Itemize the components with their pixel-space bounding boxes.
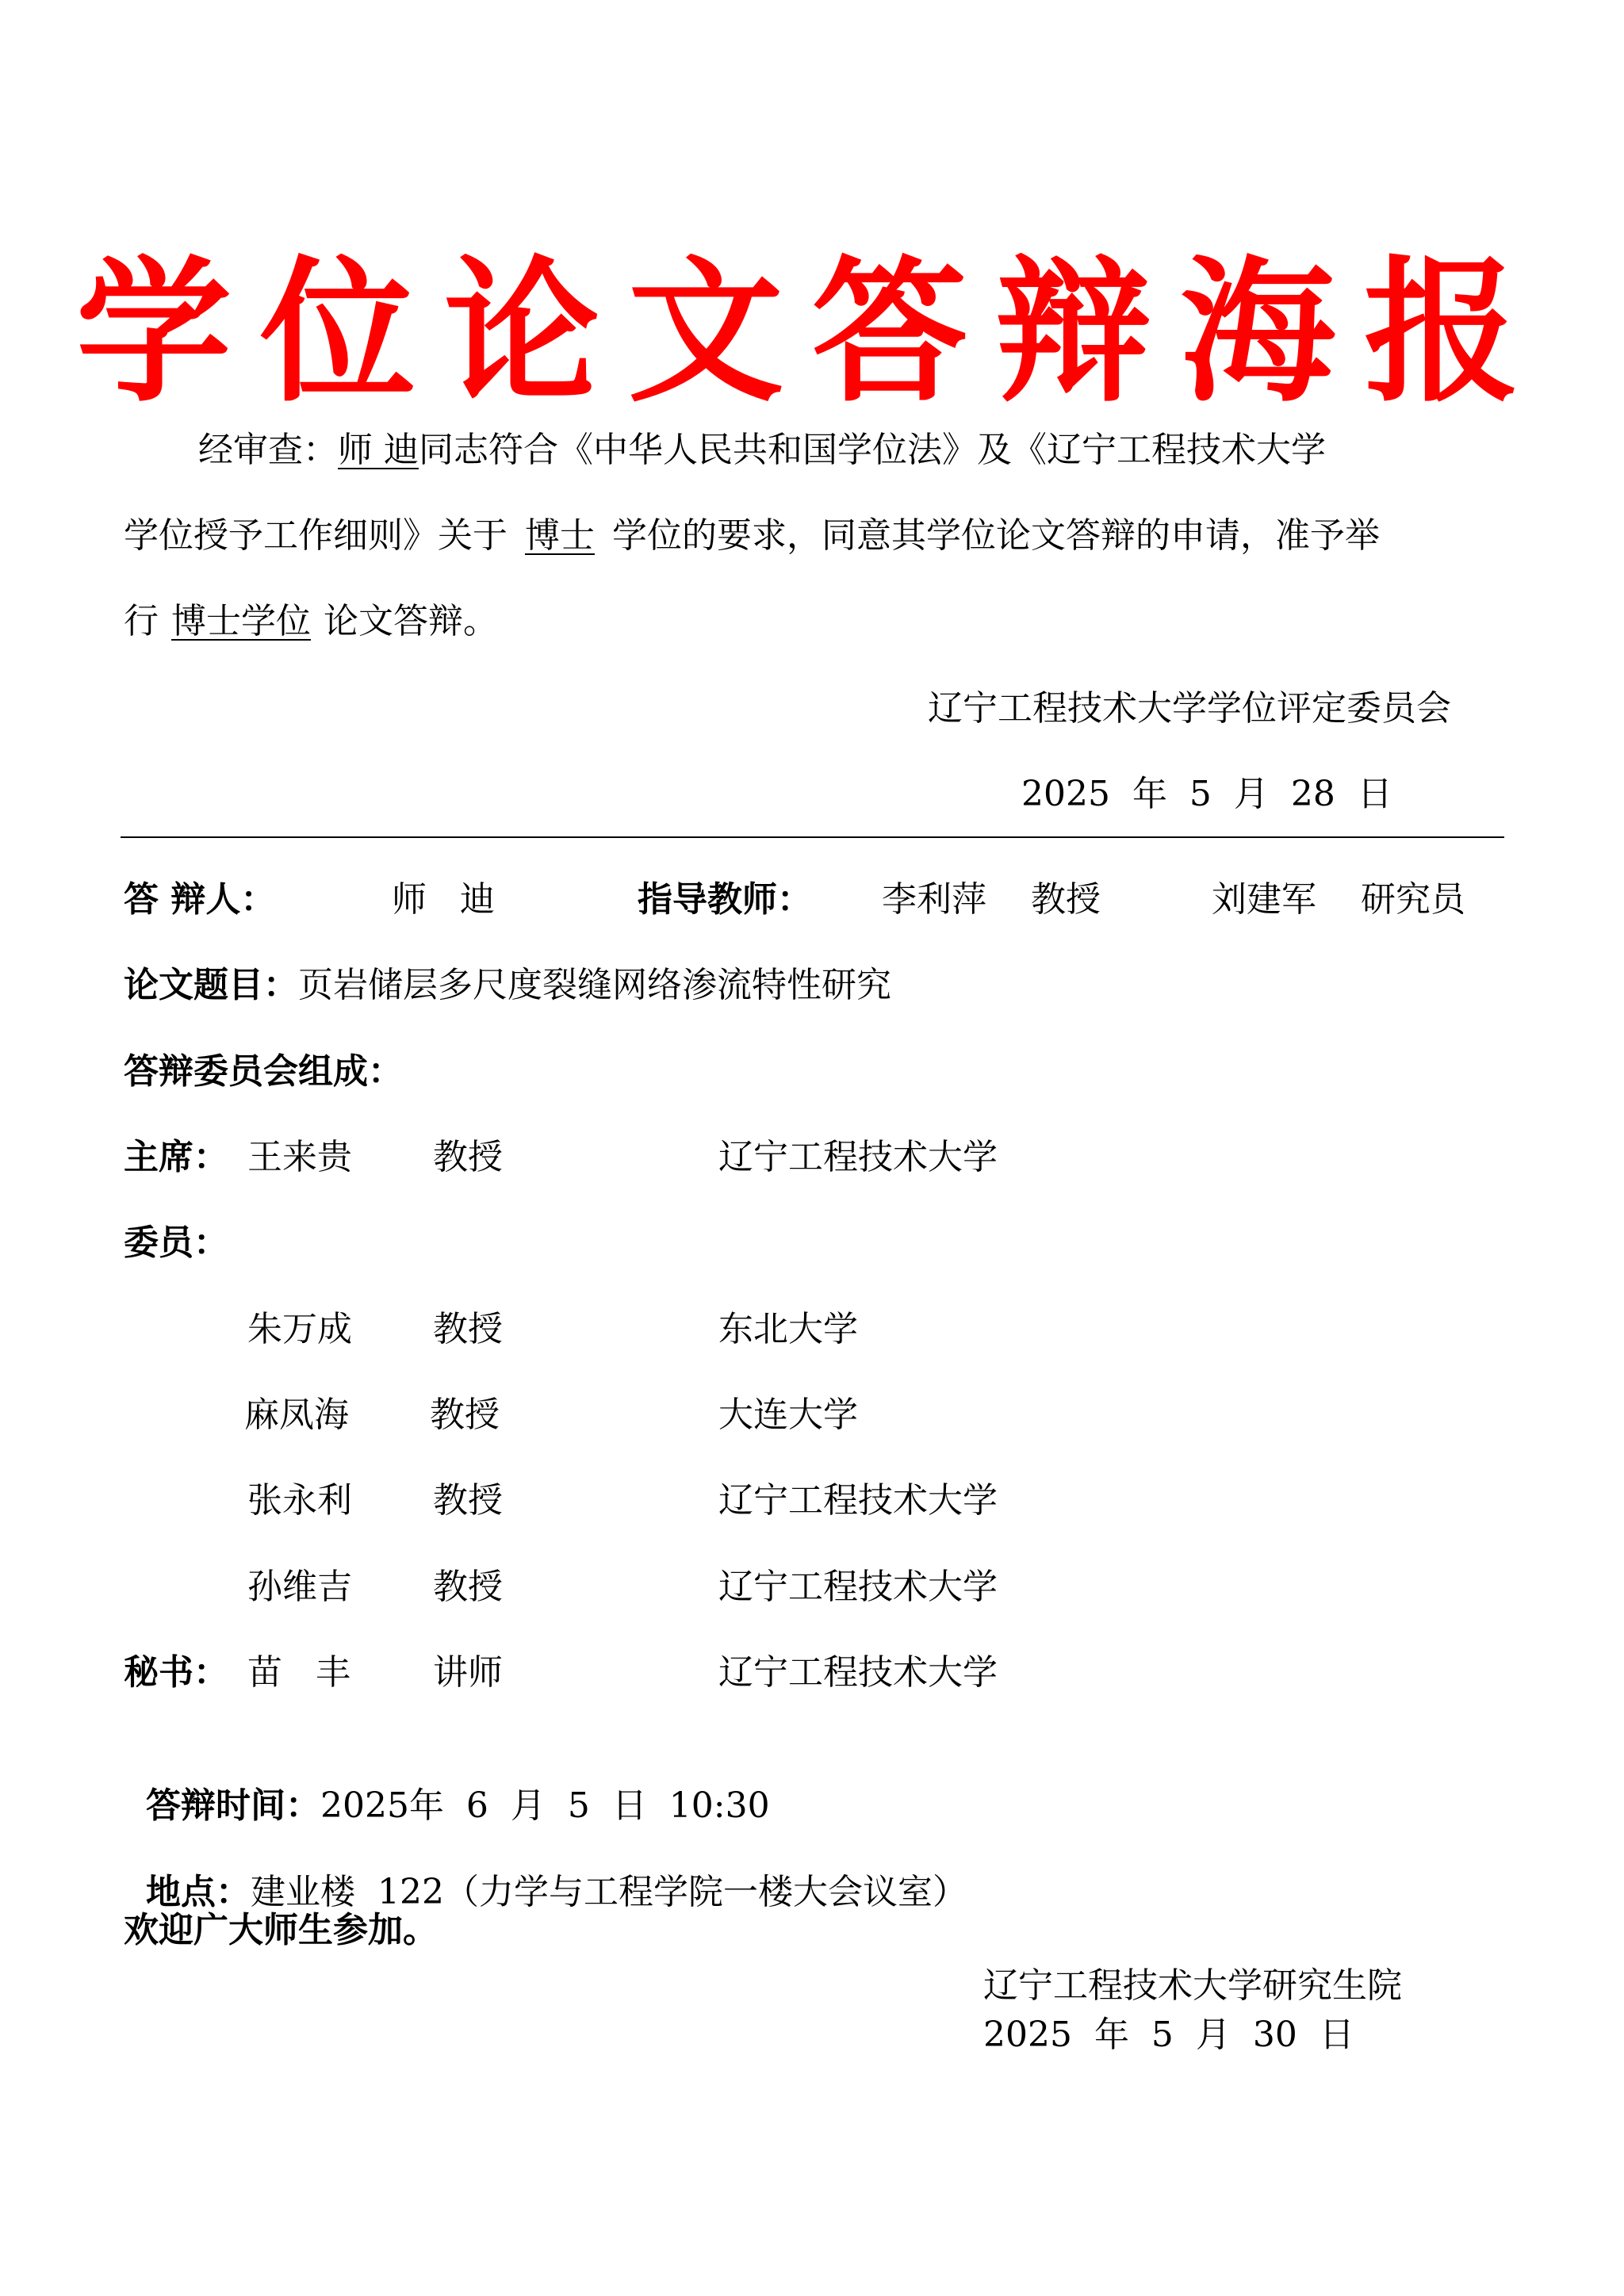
- defense-time-value: 2025年 6 月 5 日 10:30: [320, 1785, 770, 1826]
- intro-line2-pre: 学位授予工作细则》关于: [124, 515, 508, 556]
- footer-date: 2025 年 5 月 30 日: [983, 2015, 1354, 2055]
- member-name: 朱万成: [247, 1309, 352, 1349]
- intro-line-3: [124, 598, 498, 645]
- thesis-title: 页岩储层多尺度裂缝网络渗流特性研究: [298, 965, 891, 1005]
- welcome-text: 欢迎广大师生参加。: [124, 1910, 438, 1950]
- member-title: 教授: [433, 1567, 503, 1607]
- advisor-2: 刘建军 研究员: [1212, 879, 1465, 920]
- secretary-title: 讲师: [433, 1652, 503, 1693]
- footer-org: 辽宁工程技术大学研究生院: [983, 1965, 1402, 2006]
- place-value: 建业楼 122（力学与工程学院一楼大会议室）: [250, 1872, 967, 1912]
- place-label: 地点：: [145, 1872, 251, 1912]
- defense-time-label: 答辩时间：: [145, 1785, 320, 1826]
- member-title: 教授: [433, 1480, 503, 1521]
- committee-label: 答辩委员会组成：: [124, 1051, 403, 1092]
- chair-label: 主席：: [124, 1137, 228, 1177]
- secretary-name: 苗 丰: [247, 1652, 350, 1693]
- divider: [121, 836, 1504, 838]
- committee-signature-date: 2025 年 5 月 28 日: [1021, 774, 1392, 814]
- chair-unit: 辽宁工程技术大学: [718, 1137, 998, 1177]
- intro-line2-rest: 学位的要求，同意其学位论文答辩的申请，准予举: [612, 515, 1380, 556]
- intro-line-1: [198, 427, 1326, 474]
- member-name: 麻凤海: [244, 1395, 349, 1435]
- member-title: 教授: [433, 1309, 503, 1349]
- thesis-label: 论文题目：: [124, 965, 298, 1005]
- member-unit: 大连大学: [718, 1395, 858, 1435]
- advisor-1: 李利萍 教授: [882, 879, 1101, 920]
- thesis-row: [124, 962, 891, 1009]
- member-name: 孙维吉: [247, 1567, 352, 1607]
- defense-time-row: [124, 1735, 770, 1830]
- defender-label: 答 辩人：: [124, 879, 276, 920]
- member-unit: 辽宁工程技术大学: [718, 1480, 998, 1521]
- intro-line3-pre: 行: [124, 601, 159, 641]
- committee-signature-org: 辽宁工程技术大学学位评定委员会: [928, 688, 1451, 729]
- degree-underlined: 博士: [525, 515, 595, 556]
- chair-name: 王来贵: [247, 1137, 352, 1177]
- place-row: [124, 1821, 967, 1916]
- page-title: 学位论文答辩海报: [75, 241, 1548, 423]
- advisor-label: 指导教师：: [638, 879, 812, 920]
- candidate-name-underlined: 师 迪: [338, 430, 419, 470]
- defender-name: 师 迪: [392, 879, 495, 920]
- members-label: 委员：: [124, 1223, 228, 1263]
- intro-line3-rest: 论文答辩。: [324, 601, 498, 641]
- intro-line-2: [124, 512, 1380, 560]
- intro-prefix: 经审查：: [198, 430, 338, 470]
- intro-line1-rest: 同志符合《中华人民共和国学位法》及《辽宁工程技术大学: [419, 430, 1326, 470]
- degree-full-underlined: 博士学位: [171, 601, 311, 641]
- secretary-label: 秘书：: [124, 1652, 228, 1693]
- member-unit: 辽宁工程技术大学: [718, 1567, 998, 1607]
- chair-title: 教授: [433, 1137, 503, 1177]
- secretary-unit: 辽宁工程技术大学: [718, 1652, 998, 1693]
- member-title: 教授: [430, 1395, 500, 1435]
- member-name: 张永利: [247, 1480, 352, 1521]
- member-unit: 东北大学: [718, 1309, 858, 1349]
